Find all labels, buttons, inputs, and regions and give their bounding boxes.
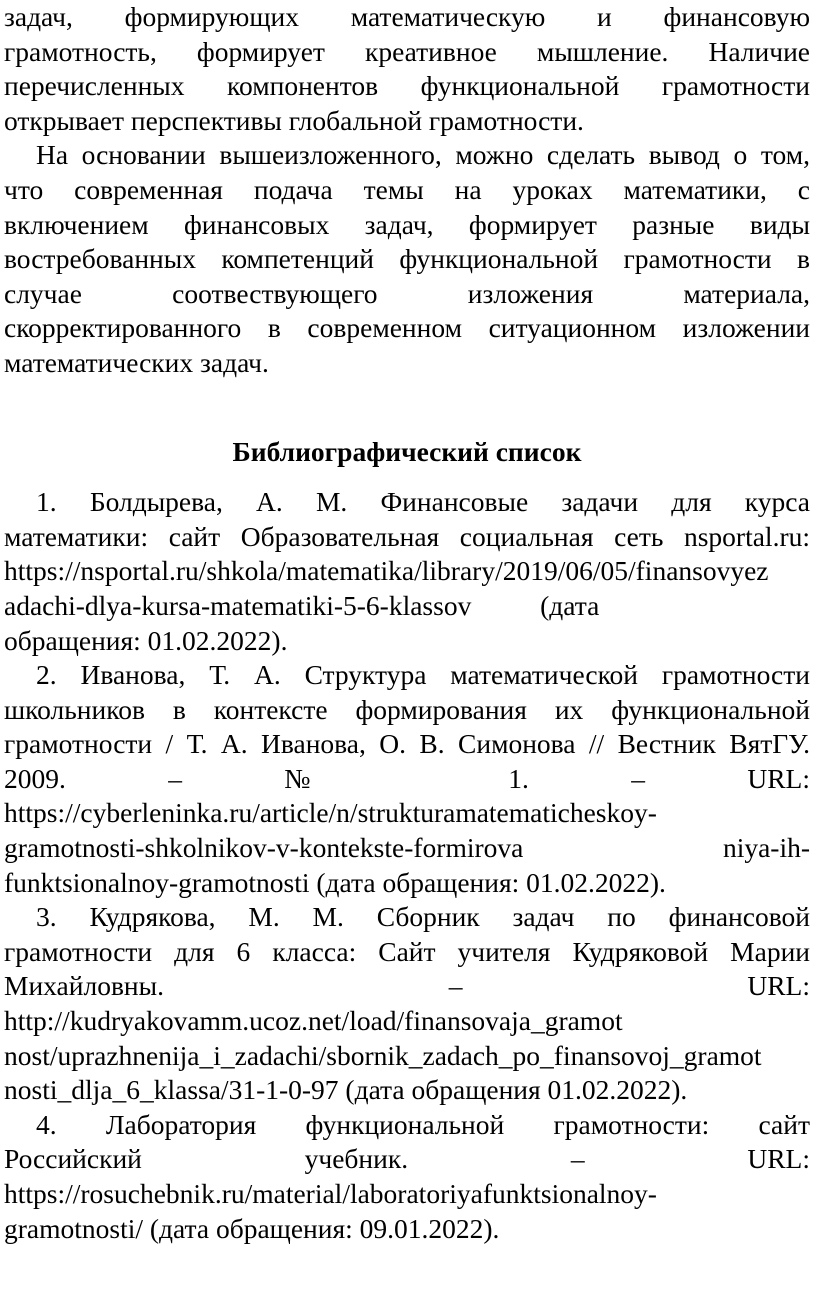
text-line: что современная подача темы на уроках математики, с (4, 173, 810, 205)
link-line[interactable]: https://nsportal.ru/shkola/matematika/library/2019/06/05/finansovyez (4, 555, 769, 587)
text-line: грамотности для 6 класса: Сайт учителя Кудряковой Марии (4, 935, 810, 967)
text-segment: Болдырева, А. М. Финансовые задачи для курса (89, 486, 810, 518)
link-line[interactable]: http://kudryakovamm.ucoz.net/load/finansovaja_gramot (4, 1005, 623, 1037)
link-line[interactable]: https://rosuchebnik.ru/material/laboratoriyafunktsionalnoy- (4, 1178, 657, 1209)
link-line[interactable]: gramotnosti-shkolnikov-v-kontekste-formirova niya-ih- (4, 832, 810, 864)
bibliography-item-1 (4, 485, 810, 658)
item-number: 1. (36, 486, 57, 518)
item-number: 3. (36, 901, 57, 933)
text-line: Российский учебник. – URL: (4, 1143, 810, 1175)
text-segment: Иванова, Т. А. Структура математической грамотности (80, 659, 810, 691)
text-segment: Кудрякова, М. М. Сборник задач по финансовой (89, 901, 810, 933)
spacer (4, 469, 810, 485)
text-line (4, 1108, 810, 1143)
text-line: востребованных компетенций функциональной грамотности в (4, 243, 810, 275)
text-line: gramotnosti/ (дата обращения: 09.01.2022). (4, 1212, 500, 1244)
text-line: На основании вышеизложенного, можно сделать вывод о том, (36, 139, 810, 171)
bibliography-item-2 (4, 658, 810, 900)
text-line: nosti_dlja_6_klassa/31-1-0-97 (дата обращения 01.02.2022). (4, 1074, 688, 1106)
text-segment: Лаборатория функциональной грамотности: сайт (105, 1108, 810, 1140)
conclusion-paragraph-2 (4, 138, 810, 380)
spacer (4, 381, 810, 435)
text-line (4, 900, 810, 935)
text-line: грамотность, формирует креативное мышление. Наличие (4, 35, 810, 67)
text-line: перечисленных компонентов функциональной грамотности (4, 70, 810, 102)
text-line: грамотности / Т. А. Иванова, О. В. Симонова // Вестник ВятГУ. (4, 728, 810, 760)
bibliography-item-4 (4, 1108, 810, 1246)
text-line: случае соотвествующего изложения материала, (4, 277, 810, 309)
text-line: школьников в контексте формирования их функциональной (4, 693, 810, 725)
bibliography-heading: Библиографический список (232, 435, 582, 467)
link-line[interactable]: nost/uprazhnenija_i_zadachi/sbornik_zadach_po_finansovoj_gramot (4, 1039, 762, 1071)
bibliography-item-3 (4, 900, 810, 1108)
text-line: funktsionalnoy-gramotnosti (дата обращения: 01.02.2022). (4, 866, 666, 898)
text-line: математики: сайт Образовательная социальная сеть nsportal.ru: (4, 520, 810, 552)
text-line: 2009. – № 1. – URL: (4, 762, 810, 794)
link-line[interactable]: adachi-dlya-kursa-matematiki-5-6-klassov (дата (4, 589, 600, 621)
item-number: 2. (36, 659, 57, 691)
text-line: обращения: 01.02.2022). (4, 624, 288, 656)
text-line: Михайловны. – URL: (4, 970, 810, 1002)
text-line: скорректированного в современном ситуационном изложении (4, 312, 810, 344)
text-line: открывает перспективы глобальной грамотности. (4, 104, 584, 136)
text-line: задач, формирующих математическую и финансовую (4, 1, 810, 32)
link-line[interactable]: https://cyberleninka.ru/article/n/strukturamatematicheskoy- (4, 797, 657, 829)
text-line (4, 485, 810, 520)
conclusion-paragraph-1 (4, 0, 810, 138)
item-number: 4. (36, 1108, 57, 1140)
text-line (4, 658, 810, 693)
text-line: математических задач. (4, 346, 269, 378)
text-line: включением финансовых задач, формирует разные виды (4, 208, 810, 240)
